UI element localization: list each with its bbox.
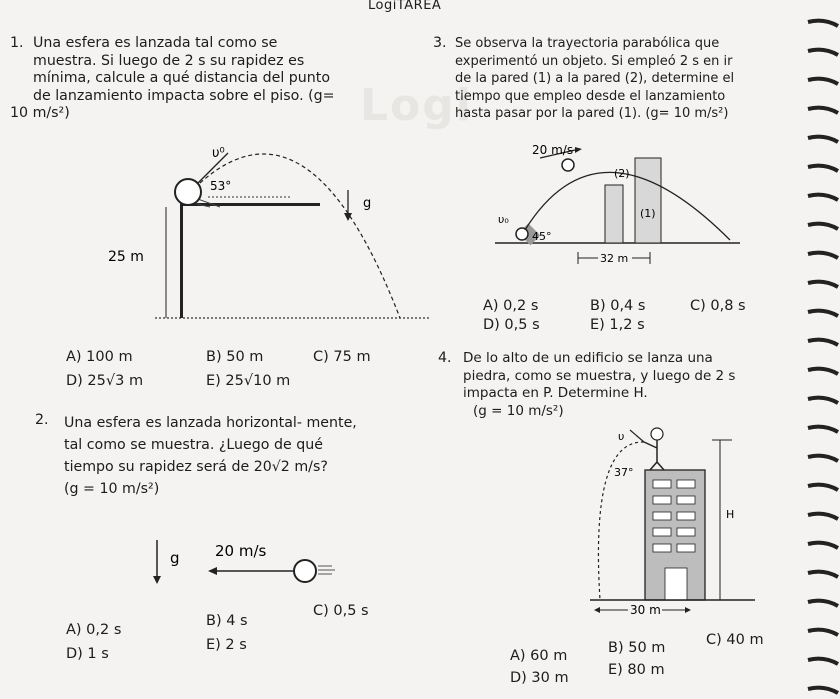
problem-4-line: De lo alto de un edificio se lanza una [463,350,713,366]
binding-ring [808,311,838,316]
binding-ring [808,108,838,113]
binding-ring [808,166,838,171]
problem-3-line: Se observa la trayectoria parabólica que [455,36,720,51]
binding-ring [808,137,838,142]
problem-1-figure [100,135,430,330]
option[interactable]: D) 0,5 s [483,317,540,333]
problem-2-line: tal como se muestra. ¿Luego de qué [64,437,323,453]
option[interactable]: B) 50 m [608,640,666,656]
person [651,428,663,440]
binding-ring [808,688,838,693]
v0-label: υ [618,430,625,443]
watermark-logo: Logi [360,80,473,131]
problem-4-text [463,350,798,420]
problem-4-line: (g = 10 m/s²) [473,402,564,419]
problem-2-line: tiempo su rapidez será de 20√2 m/s? [64,459,328,475]
problem-2-figure [140,530,340,595]
v0-label: υ₀ [498,213,509,226]
option[interactable]: E) 80 m [608,662,665,678]
binding-ring [808,340,838,345]
problem-4-line: piedra, como se muestra, y luego de 2 s [463,367,736,384]
binding-ring [808,456,838,461]
distance-label: 32 m [600,252,629,265]
binding-ring [808,282,838,287]
option[interactable]: A) 0,2 s [483,298,539,314]
ball [175,179,201,205]
wall-1 [605,185,623,243]
binding-ring [808,659,838,664]
option[interactable]: A) 0,2 s [66,622,122,638]
problem-3-line: de la pared (1) a la pared (2), determine el [455,71,735,86]
wall-1-label: (1) [640,207,656,220]
binding-ring [808,543,838,548]
ball [294,560,316,582]
binding-spiral [804,0,840,699]
option[interactable]: D) 30 m [510,670,569,686]
option[interactable]: B) 50 m [206,349,264,365]
binding-ring [808,485,838,490]
option[interactable]: D) 1 s [66,646,109,662]
problem-3-figure [490,140,750,280]
binding-ring [808,21,838,26]
option[interactable]: C) 75 m [313,349,371,365]
binding-ring [808,398,838,403]
velocity-arrow [630,430,644,442]
speed-label: 20 m/s [215,542,267,560]
binding-ring [808,427,838,432]
page-header: LogiTAREA [368,0,442,13]
ball [516,228,528,240]
g-label: g [170,549,180,567]
binding-ring [808,79,838,84]
problem-2-number: 2. [35,412,49,428]
height-label: H [726,508,735,521]
distance-label: 30 m [630,603,661,617]
binding-ring [808,195,838,200]
height-label: 25 m [108,249,144,265]
problem-2-line: (g = 10 m/s²) [64,481,160,497]
problem-3-line: experimentó un objeto. Si empleó 2 s en ir [455,53,733,69]
binding-ring [808,514,838,519]
speed-label: 20 m/s [532,143,574,157]
option[interactable]: C) 0,8 s [690,298,746,314]
binding-ring [808,224,838,229]
problem-4-number: 4. [438,350,452,366]
problem-1-number: 1. [10,35,24,51]
problem-3-line: tiempo que empleo desde el lanzamiento [455,88,726,104]
problem-3-text [455,35,790,123]
problem-2-text [64,412,449,500]
problem-1-line: mínima, calcule a qué distancia del punto [33,70,331,86]
problem-3-line: hasta pasar por la pared (1). (g= 10 m/s²) [455,106,729,121]
wall-2-label: (2) [614,167,630,180]
binding-ring [808,572,838,577]
option[interactable]: C) 40 m [706,632,764,648]
angle-label: 37° [614,466,634,479]
problem-1-line: 10 m/s²) [10,105,70,121]
problem-1-line: de lanzamiento impacta sobre el piso. (g= [33,87,335,104]
option[interactable]: B) 0,4 s [590,298,646,314]
cliff-wall [180,206,183,318]
binding-ring [808,601,838,606]
problem-3-number: 3. [433,35,447,51]
binding-ring [808,630,838,635]
problem-4-line: impacta en P. Determine H. [463,385,648,401]
binding-ring [808,253,838,258]
problem-2-line: Una esfera es lanzada horizontal- mente, [64,415,357,431]
g-label: g [363,196,372,211]
angle-label: 45° [532,230,552,243]
option[interactable]: E) 25√10 m [206,373,291,389]
option[interactable]: D) 25√3 m [66,373,144,389]
trajectory [525,172,730,240]
option[interactable]: E) 1,2 s [590,317,645,333]
problem-4-figure [560,420,760,620]
option[interactable]: B) 4 s [206,613,248,629]
problem-1-text [10,35,405,123]
option[interactable]: A) 60 m [510,648,568,664]
binding-ring [808,369,838,374]
problem-1-line: muestra. Si luego de 2 s su rapidez es [33,52,305,69]
wall-2 [635,158,661,243]
problem-1-line: Una esfera es lanzada tal como se [33,35,278,51]
option[interactable]: C) 0,5 s [313,603,369,619]
option[interactable]: E) 2 s [206,637,247,653]
option[interactable]: A) 100 m [66,349,133,365]
v0-label: υ⁰ [212,146,225,161]
binding-ring [808,50,838,55]
angle-label: 53° [210,179,232,193]
